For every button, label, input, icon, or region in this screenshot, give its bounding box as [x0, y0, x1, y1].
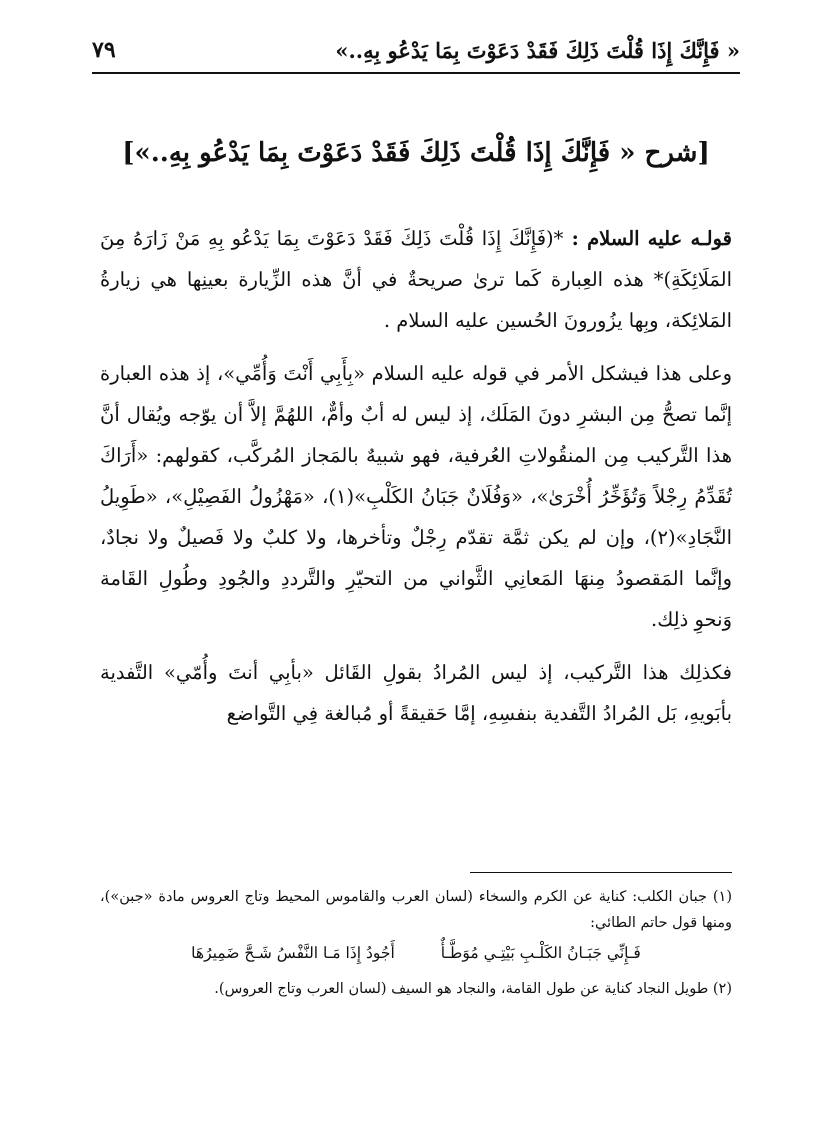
- paragraph-1-lead: قولـه عليه السلام :: [563, 227, 732, 250]
- verse-second-hemistich: أَجُودُ إِذَا مَـا النَّفْسُ شَـحَّ ضَمِيرُهَا: [191, 944, 395, 962]
- footnote-verse: [100, 940, 732, 966]
- footnote-2: (٢) طويل النجاد كناية عن طول القامة، والنجاد هو السيف (لسان العرب وتاج العروس).: [214, 981, 732, 997]
- footnote-separator: [470, 872, 732, 873]
- page-number: ٧٩: [92, 37, 116, 63]
- running-header: [92, 28, 740, 74]
- footnote-1: (١) جبان الكلب: كناية عن الكرم والسخاء (لسان العرب والقاموس المحيط وتاج العروس مادة «جبن»)، ومنها قول حاتم الطائي:: [100, 889, 732, 931]
- body-text: [100, 218, 732, 746]
- footnotes: [100, 884, 732, 1002]
- paragraph-3: فكذلِك هذا التَّركيب، إذ ليس المُرادُ بقولِ القَائل «بأبِي أنتَ وأُمّي» التَّفدية بأبَويهِ، بَل المُرادُ التَّفدية بنفسِهِ، إمَّا حَقيقةً أو مُبالغة فِي التَّواضع: [100, 661, 732, 725]
- verse-first-hemistich: فَـإِنِّي جَبَـانُ الكَلْـبِ بَيْتِـي مُوَطَّـأٌ: [440, 944, 641, 962]
- paragraph-1-text: *(فَإِنَّكَ إِذَا قُلْتَ ذَلِكَ فَقَدْ دَعَوْتَ بِمَا يَدْعُو بِهِ مَنْ زَارَهُ مِنَ المَلَائِكَةِ)* هذه العِبارة كَما ترىٰ صريحةٌ في أنَّ هذه الزِّيارة بعينِها هي زيارةُ المَلائِكة، وبِها يزُورونَ الحُسين عليه السلام .: [100, 227, 732, 332]
- paragraph-2: وعلى هذا فيشكل الأمر في قوله عليه السلام «بِأَبِي أَنْتَ وَأُمِّي»، إذ هذه العبارة إنَّما تصحُّ مِن البشرِ دونَ المَلَك، إذ ليس له أبٌ وأمٌّ، اللهُمَّ إلاَّ أن يوّجه ويُقال أنَّ هذا التَّركيب مِن المنقُولاتِ العُرفية، فهو شبيهٌ بالمَجاز المُركَّب، كقولهم: «أَرَاكَ تُقَدِّمُ رِجْلاً وَتُؤَخِّرُ أُخْرَىٰ»، «وَفُلَانٌ جَبَانُ الكَلْبِ»(١)، «مَهْزُولُ الفَصِيْلِ»، «طَوِيلُ النَّجَادِ»(٢)، وإن لم يكن ثمَّة تقدّم رِجْلٌ وتأخرها، ولا كلبٌ ولا فَصيلٌ ولا نجادٌ، وإنَّما المَقصودُ مِنهَا المَعانِي الثَّواني من التحيّرِ والتَّرددِ والجُودِ وطُولِ القَامة وَنحوِ ذلِك.: [100, 362, 732, 631]
- running-header-title: « فَإِنَّكَ إِذَا قُلْتَ ذَلِكَ فَقَدْ دَعَوْتَ بِمَا يَدْعُو بِهِ..»: [335, 37, 740, 63]
- section-heading: [شرح « فَإِنَّكَ إِذَا قُلْتَ ذَلِكَ فَقَدْ دَعَوْتَ بِمَا يَدْعُو بِهِ..»]: [122, 138, 710, 168]
- paragraph-1: [100, 218, 732, 341]
